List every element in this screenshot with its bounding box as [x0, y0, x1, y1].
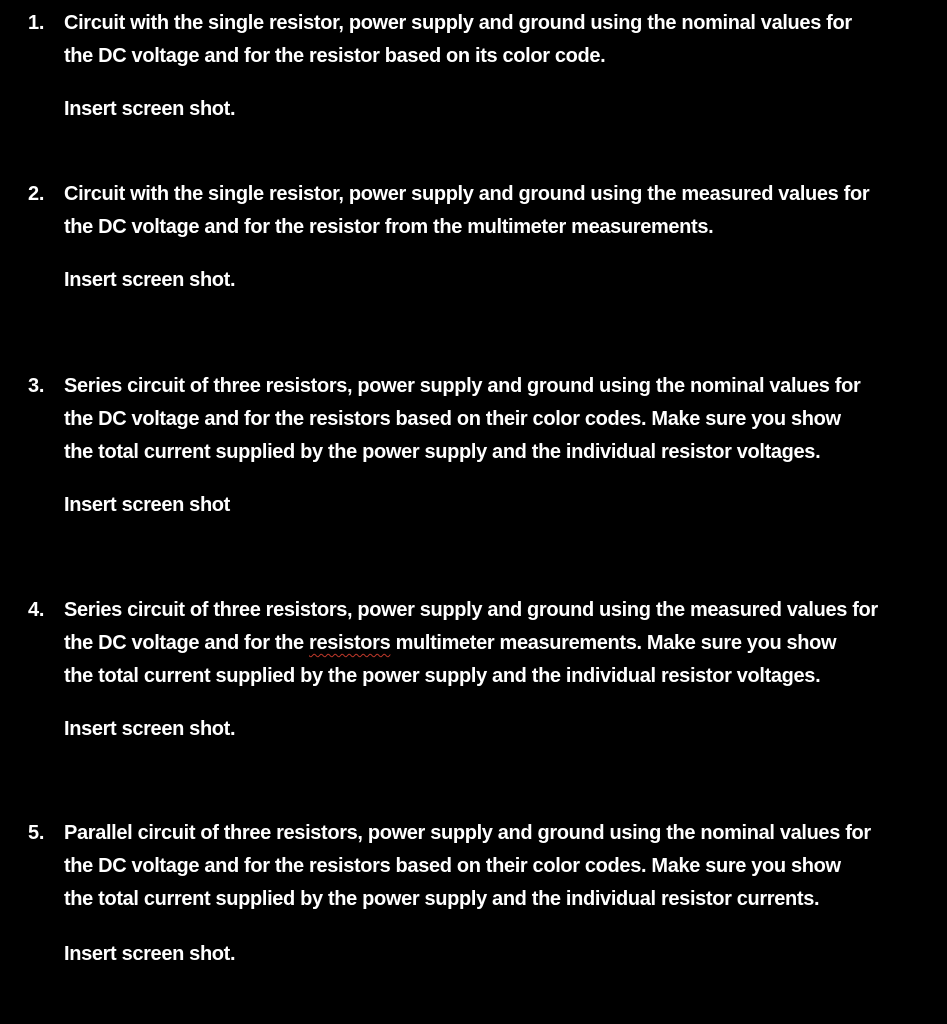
spellcheck-flagged-word[interactable]: resistors: [309, 632, 391, 654]
list-number: 1.: [28, 12, 45, 34]
text-line: Circuit with the single resistor, power supply and ground using the nominal values for: [64, 12, 852, 34]
list-number: 2.: [28, 183, 45, 205]
list-number: 4.: [28, 599, 45, 621]
text-line: Circuit with the single resistor, power supply and ground using the measured values for: [64, 183, 870, 205]
list-item-text[interactable]: [64, 178, 934, 244]
list-item-text[interactable]: [64, 594, 934, 693]
text-line: the DC voltage and for the resistors based on their color codes. Make sure you show: [64, 855, 841, 877]
text-line: Parallel circuit of three resistors, power supply and ground using the nominal values for: [64, 822, 871, 844]
text-line: the total current supplied by the power supply and the individual resistor voltages.: [64, 665, 821, 687]
text-segment: multimeter measurements. Make sure you show: [390, 632, 837, 654]
list-number: 5.: [28, 822, 45, 844]
text-line: the DC voltage and for the resistor from the multimeter measurements.: [64, 216, 714, 238]
insert-screenshot-placeholder[interactable]: Insert screen shot: [64, 494, 230, 516]
insert-screenshot-placeholder[interactable]: Insert screen shot.: [64, 98, 236, 120]
insert-screenshot-placeholder[interactable]: Insert screen shot.: [64, 943, 236, 965]
text-line: the total current supplied by the power supply and the individual resistor currents.: [64, 888, 820, 910]
text-line: the DC voltage and for the resistors based on their color codes. Make sure you show: [64, 408, 841, 430]
insert-screenshot-placeholder[interactable]: Insert screen shot.: [64, 718, 236, 740]
text-line: Series circuit of three resistors, power supply and ground using the measured values for: [64, 599, 878, 621]
text-line: the DC voltage and for the resistor based on its color code.: [64, 45, 606, 67]
list-item-text[interactable]: [64, 817, 934, 916]
text-line: the total current supplied by the power supply and the individual resistor voltages.: [64, 441, 821, 463]
text-segment: the DC voltage and for the: [64, 632, 310, 654]
list-item-text[interactable]: [64, 370, 934, 469]
text-line: [64, 627, 934, 660]
list-item-text[interactable]: [64, 7, 934, 73]
text-line: Series circuit of three resistors, power supply and ground using the nominal values for: [64, 375, 861, 397]
insert-screenshot-placeholder[interactable]: Insert screen shot.: [64, 269, 236, 291]
list-number: 3.: [28, 375, 45, 397]
